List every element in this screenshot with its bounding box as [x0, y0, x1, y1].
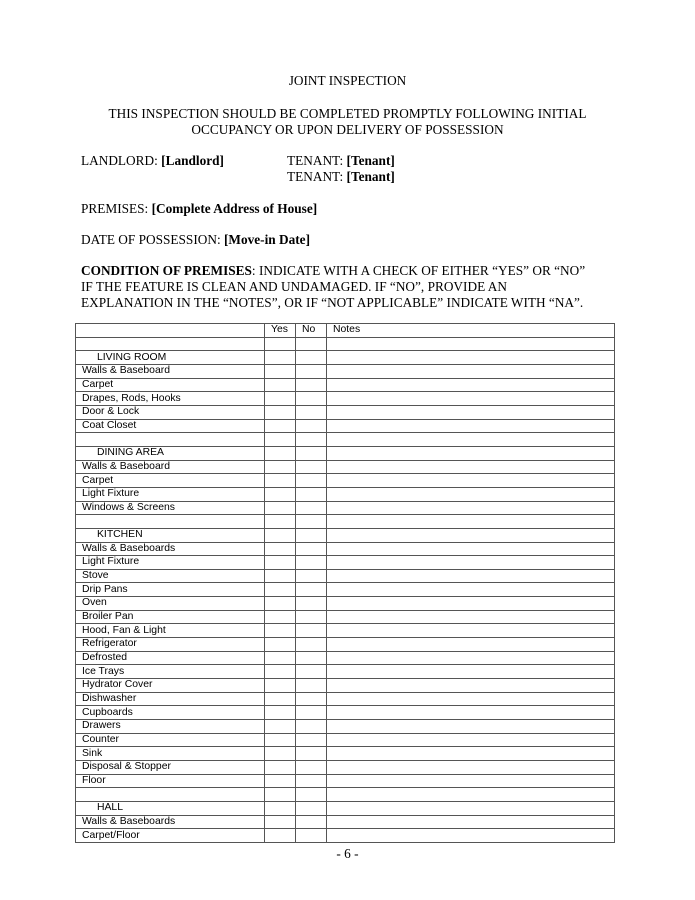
- table-row: [76, 815, 615, 829]
- item-label: Cupboards: [76, 706, 265, 720]
- no-cell[interactable]: [296, 815, 327, 829]
- header-no: No: [296, 324, 327, 338]
- table-row: [76, 706, 615, 720]
- notes-cell[interactable]: [327, 610, 615, 624]
- yes-cell[interactable]: [265, 720, 296, 734]
- item-label: Drip Pans: [76, 583, 265, 597]
- table-row: [76, 774, 615, 788]
- no-cell[interactable]: [296, 761, 327, 775]
- notes-cell[interactable]: [327, 706, 615, 720]
- item-label: Walls & Baseboard: [76, 364, 265, 378]
- yes-cell[interactable]: [265, 433, 296, 447]
- no-cell[interactable]: [296, 801, 327, 815]
- notes-cell[interactable]: [327, 378, 615, 392]
- item-label: Coat Closet: [76, 419, 265, 433]
- no-cell[interactable]: [296, 720, 327, 734]
- yes-cell[interactable]: [265, 747, 296, 761]
- tenant-field-1: [287, 153, 395, 169]
- table-row: [76, 474, 615, 488]
- no-cell[interactable]: [296, 583, 327, 597]
- notes-cell[interactable]: [327, 829, 615, 843]
- no-cell[interactable]: [296, 747, 327, 761]
- item-label: [76, 788, 265, 802]
- item-label: Floor: [76, 774, 265, 788]
- tenant-label: TENANT:: [287, 169, 347, 184]
- yes-cell[interactable]: [265, 733, 296, 747]
- notes-cell[interactable]: [327, 665, 615, 679]
- table-row: [76, 392, 615, 406]
- table-row: [76, 624, 615, 638]
- yes-cell[interactable]: [265, 569, 296, 583]
- notes-cell[interactable]: [327, 638, 615, 652]
- yes-cell[interactable]: [265, 501, 296, 515]
- item-label: Hydrator Cover: [76, 679, 265, 693]
- notes-cell[interactable]: [327, 747, 615, 761]
- section-row: [76, 528, 615, 542]
- notes-cell[interactable]: [327, 556, 615, 570]
- notes-cell[interactable]: [327, 733, 615, 747]
- blank-row: [76, 788, 615, 802]
- document-title: JOINT INSPECTION: [288, 73, 407, 88]
- notes-cell[interactable]: [327, 364, 615, 378]
- possession-date-value[interactable]: [Move-in Date]: [223, 232, 311, 247]
- no-cell[interactable]: [296, 364, 327, 378]
- table-row: [76, 665, 615, 679]
- notes-cell[interactable]: [327, 761, 615, 775]
- item-label: Carpet/Floor: [76, 829, 265, 843]
- table-row: [76, 405, 615, 419]
- blank-row: [76, 433, 615, 447]
- yes-cell[interactable]: [265, 829, 296, 843]
- no-cell[interactable]: [296, 597, 327, 611]
- notes-cell[interactable]: [327, 351, 615, 365]
- possession-date-label: DATE OF POSSESSION:: [81, 232, 224, 247]
- item-label: Walls & Baseboard: [76, 460, 265, 474]
- item-label: Stove: [76, 569, 265, 583]
- table-header-row: [76, 324, 615, 338]
- table-row: [76, 679, 615, 693]
- yes-cell[interactable]: [265, 392, 296, 406]
- yes-cell[interactable]: [265, 364, 296, 378]
- table-row: [76, 364, 615, 378]
- item-label: [76, 337, 265, 351]
- item-label: Ice Trays: [76, 665, 265, 679]
- item-label: Counter: [76, 733, 265, 747]
- yes-cell[interactable]: [265, 528, 296, 542]
- no-cell[interactable]: [296, 501, 327, 515]
- notes-cell[interactable]: [327, 624, 615, 638]
- no-cell[interactable]: [296, 392, 327, 406]
- yes-cell[interactable]: [265, 515, 296, 529]
- notes-cell[interactable]: [327, 774, 615, 788]
- yes-cell[interactable]: [265, 542, 296, 556]
- no-cell[interactable]: [296, 460, 327, 474]
- table-row: [76, 651, 615, 665]
- no-cell[interactable]: [296, 556, 327, 570]
- yes-cell[interactable]: [265, 651, 296, 665]
- notes-cell[interactable]: [327, 487, 615, 501]
- table-row: [76, 638, 615, 652]
- no-cell[interactable]: [296, 474, 327, 488]
- notes-cell[interactable]: [327, 392, 615, 406]
- tenant-field-2: [287, 169, 395, 185]
- no-cell[interactable]: [296, 542, 327, 556]
- tenant-value[interactable]: [Tenant]: [346, 153, 395, 168]
- section-label: KITCHEN: [76, 528, 265, 542]
- table-row: [76, 692, 615, 706]
- notes-cell[interactable]: [327, 515, 615, 529]
- notes-cell[interactable]: [327, 446, 615, 460]
- table-row: [76, 378, 615, 392]
- yes-cell[interactable]: [265, 460, 296, 474]
- yes-cell[interactable]: [265, 351, 296, 365]
- item-label: Light Fixture: [76, 556, 265, 570]
- yes-cell[interactable]: [265, 583, 296, 597]
- yes-cell[interactable]: [265, 638, 296, 652]
- no-cell[interactable]: [296, 788, 327, 802]
- no-cell[interactable]: [296, 419, 327, 433]
- no-cell[interactable]: [296, 829, 327, 843]
- premises-field: [81, 201, 317, 217]
- notes-cell[interactable]: [327, 337, 615, 351]
- notes-cell[interactable]: [327, 651, 615, 665]
- yes-cell[interactable]: [265, 624, 296, 638]
- tenant-value[interactable]: [Tenant]: [346, 169, 395, 184]
- item-label: Walls & Baseboards: [76, 815, 265, 829]
- no-cell[interactable]: [296, 665, 327, 679]
- premises-value[interactable]: [Complete Address of House]: [151, 201, 318, 216]
- yes-cell[interactable]: [265, 597, 296, 611]
- landlord-value[interactable]: [Landlord]: [161, 153, 224, 168]
- notes-cell[interactable]: [327, 474, 615, 488]
- item-label: [76, 515, 265, 529]
- section-label: DINING AREA: [76, 446, 265, 460]
- no-cell[interactable]: [296, 569, 327, 583]
- page-number: - 6 -: [336, 846, 359, 861]
- no-cell[interactable]: [296, 528, 327, 542]
- table-row: [76, 460, 615, 474]
- condition-instructions-line-1: CONDITION OF PREMISES: INDICATE WITH A CHECK OF EITHER “YES” OR “NO”: [81, 263, 586, 278]
- no-cell[interactable]: [296, 706, 327, 720]
- notes-cell[interactable]: [327, 419, 615, 433]
- notes-cell[interactable]: [327, 433, 615, 447]
- tenant-label: TENANT:: [287, 153, 347, 168]
- table-row: [76, 761, 615, 775]
- condition-heading: CONDITION OF PREMISES: [81, 263, 252, 278]
- no-cell[interactable]: [296, 378, 327, 392]
- notes-cell[interactable]: [327, 679, 615, 693]
- yes-cell[interactable]: [265, 665, 296, 679]
- table-row: [76, 610, 615, 624]
- item-label: Carpet: [76, 474, 265, 488]
- header-item: [76, 324, 265, 338]
- item-label: Hood, Fan & Light: [76, 624, 265, 638]
- landlord-label: LANDLORD:: [81, 153, 162, 168]
- notes-cell[interactable]: [327, 405, 615, 419]
- table-row: [76, 583, 615, 597]
- instruction-line-2: OCCUPANCY OR UPON DELIVERY OF POSSESSION: [191, 122, 504, 137]
- item-label: Walls & Baseboards: [76, 542, 265, 556]
- header-yes: Yes: [265, 324, 296, 338]
- yes-cell[interactable]: [265, 761, 296, 775]
- yes-cell[interactable]: [265, 474, 296, 488]
- table-row: [76, 542, 615, 556]
- no-cell[interactable]: [296, 405, 327, 419]
- no-cell[interactable]: [296, 733, 327, 747]
- premises-label: PREMISES:: [81, 201, 152, 216]
- notes-cell[interactable]: [327, 583, 615, 597]
- table-row: [76, 569, 615, 583]
- section-row: [76, 446, 615, 460]
- item-label: [76, 433, 265, 447]
- table-row: [76, 419, 615, 433]
- yes-cell[interactable]: [265, 556, 296, 570]
- no-cell[interactable]: [296, 351, 327, 365]
- yes-cell[interactable]: [265, 788, 296, 802]
- table-row: [76, 501, 615, 515]
- no-cell[interactable]: [296, 692, 327, 706]
- yes-cell[interactable]: [265, 692, 296, 706]
- item-label: Sink: [76, 747, 265, 761]
- yes-cell[interactable]: [265, 419, 296, 433]
- item-label: Broiler Pan: [76, 610, 265, 624]
- table-row: [76, 597, 615, 611]
- notes-cell[interactable]: [327, 528, 615, 542]
- item-label: Oven: [76, 597, 265, 611]
- possession-date-field: [81, 232, 310, 248]
- no-cell[interactable]: [296, 624, 327, 638]
- notes-cell[interactable]: [327, 501, 615, 515]
- notes-cell[interactable]: [327, 597, 615, 611]
- yes-cell[interactable]: [265, 610, 296, 624]
- item-label: Door & Lock: [76, 405, 265, 419]
- notes-cell[interactable]: [327, 788, 615, 802]
- notes-cell[interactable]: [327, 720, 615, 734]
- no-cell[interactable]: [296, 433, 327, 447]
- no-cell[interactable]: [296, 337, 327, 351]
- no-cell[interactable]: [296, 487, 327, 501]
- no-cell[interactable]: [296, 610, 327, 624]
- table-row: [76, 829, 615, 843]
- instruction-line-1: THIS INSPECTION SHOULD BE COMPLETED PROMPTLY FOLLOWING INITIAL: [108, 106, 587, 121]
- section-label: LIVING ROOM: [76, 351, 265, 365]
- yes-cell[interactable]: [265, 679, 296, 693]
- item-label: Drapes, Rods, Hooks: [76, 392, 265, 406]
- notes-cell[interactable]: [327, 815, 615, 829]
- blank-row: [76, 515, 615, 529]
- no-cell[interactable]: [296, 679, 327, 693]
- yes-cell[interactable]: [265, 487, 296, 501]
- header-notes: Notes: [327, 324, 615, 338]
- yes-cell[interactable]: [265, 405, 296, 419]
- no-cell[interactable]: [296, 774, 327, 788]
- item-label: Light Fixture: [76, 487, 265, 501]
- notes-cell[interactable]: [327, 569, 615, 583]
- table-row: [76, 733, 615, 747]
- blank-row: [76, 337, 615, 351]
- notes-cell[interactable]: [327, 692, 615, 706]
- yes-cell[interactable]: [265, 815, 296, 829]
- section-row: [76, 351, 615, 365]
- notes-cell[interactable]: [327, 801, 615, 815]
- section-row: [76, 801, 615, 815]
- inspection-table: [75, 323, 615, 843]
- no-cell[interactable]: [296, 446, 327, 460]
- condition-instructions-line-3: EXPLANATION IN THE “NOTES”, OR IF “NOT APPLICABLE” INDICATE WITH “NA”.: [81, 295, 584, 310]
- table-row: [76, 720, 615, 734]
- item-label: Drawers: [76, 720, 265, 734]
- item-label: Refrigerator: [76, 638, 265, 652]
- yes-cell[interactable]: [265, 801, 296, 815]
- yes-cell[interactable]: [265, 378, 296, 392]
- yes-cell[interactable]: [265, 774, 296, 788]
- notes-cell[interactable]: [327, 460, 615, 474]
- item-label: Defrosted: [76, 651, 265, 665]
- yes-cell[interactable]: [265, 706, 296, 720]
- landlord-field: [81, 153, 224, 169]
- no-cell[interactable]: [296, 638, 327, 652]
- yes-cell[interactable]: [265, 446, 296, 460]
- item-label: Disposal & Stopper: [76, 761, 265, 775]
- table-row: [76, 747, 615, 761]
- yes-cell[interactable]: [265, 337, 296, 351]
- item-label: Windows & Screens: [76, 501, 265, 515]
- no-cell[interactable]: [296, 651, 327, 665]
- section-label: HALL: [76, 801, 265, 815]
- item-label: Carpet: [76, 378, 265, 392]
- no-cell[interactable]: [296, 515, 327, 529]
- condition-instructions-line-2: IF THE FEATURE IS CLEAN AND UNDAMAGED. IF “NO”, PROVIDE AN: [81, 279, 507, 294]
- table-row: [76, 556, 615, 570]
- notes-cell[interactable]: [327, 542, 615, 556]
- table-row: [76, 487, 615, 501]
- item-label: Dishwasher: [76, 692, 265, 706]
